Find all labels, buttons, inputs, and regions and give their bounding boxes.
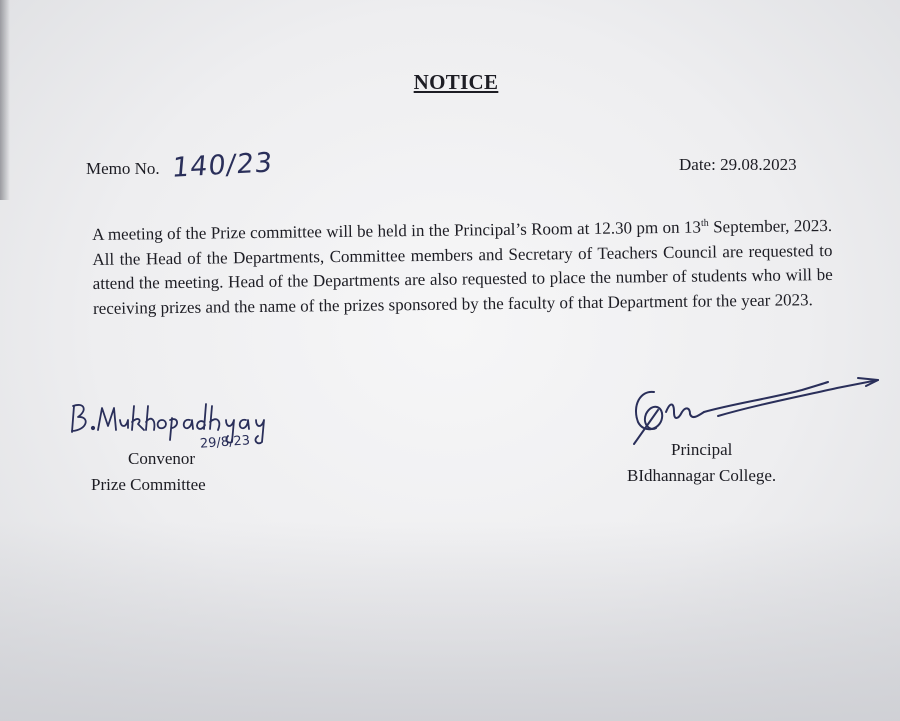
notice-body-part-2: September, 2023. All the Head of the Departments, Committee members and Secretary of Teachers Council are requested to attend the meeting. Head of the Departments are also requested to place the number of students who will be receiving prizes and the name of the prizes sponsored by the faculty of that Department for the year 2023. [92, 215, 833, 318]
notice-body-part-1: A meeting of the Prize committee will be held in the Principal’s Room at 12.30 pm on 13 [92, 217, 702, 244]
convenor-signed-date: 29/8/23 [199, 433, 251, 452]
memo-line [86, 147, 274, 184]
notice-body-superscript: th [700, 217, 709, 229]
notice-title: NOTICE [413, 70, 499, 94]
page-edge-shadow [0, 0, 10, 200]
principal-signature [622, 372, 884, 452]
convenor-label: Convenor [128, 449, 196, 468]
principal-label: Principal [671, 440, 733, 459]
notice-body [92, 214, 833, 321]
notice-date: Date: 29.08.2023 [679, 155, 797, 174]
page-bottom-shade [0, 521, 900, 721]
memo-number: 140/23 [170, 147, 274, 184]
memo-label: Memo No. [86, 159, 160, 178]
college-label: BIdhannagar College. [627, 466, 777, 485]
committee-label: Prize Committee [91, 475, 206, 494]
